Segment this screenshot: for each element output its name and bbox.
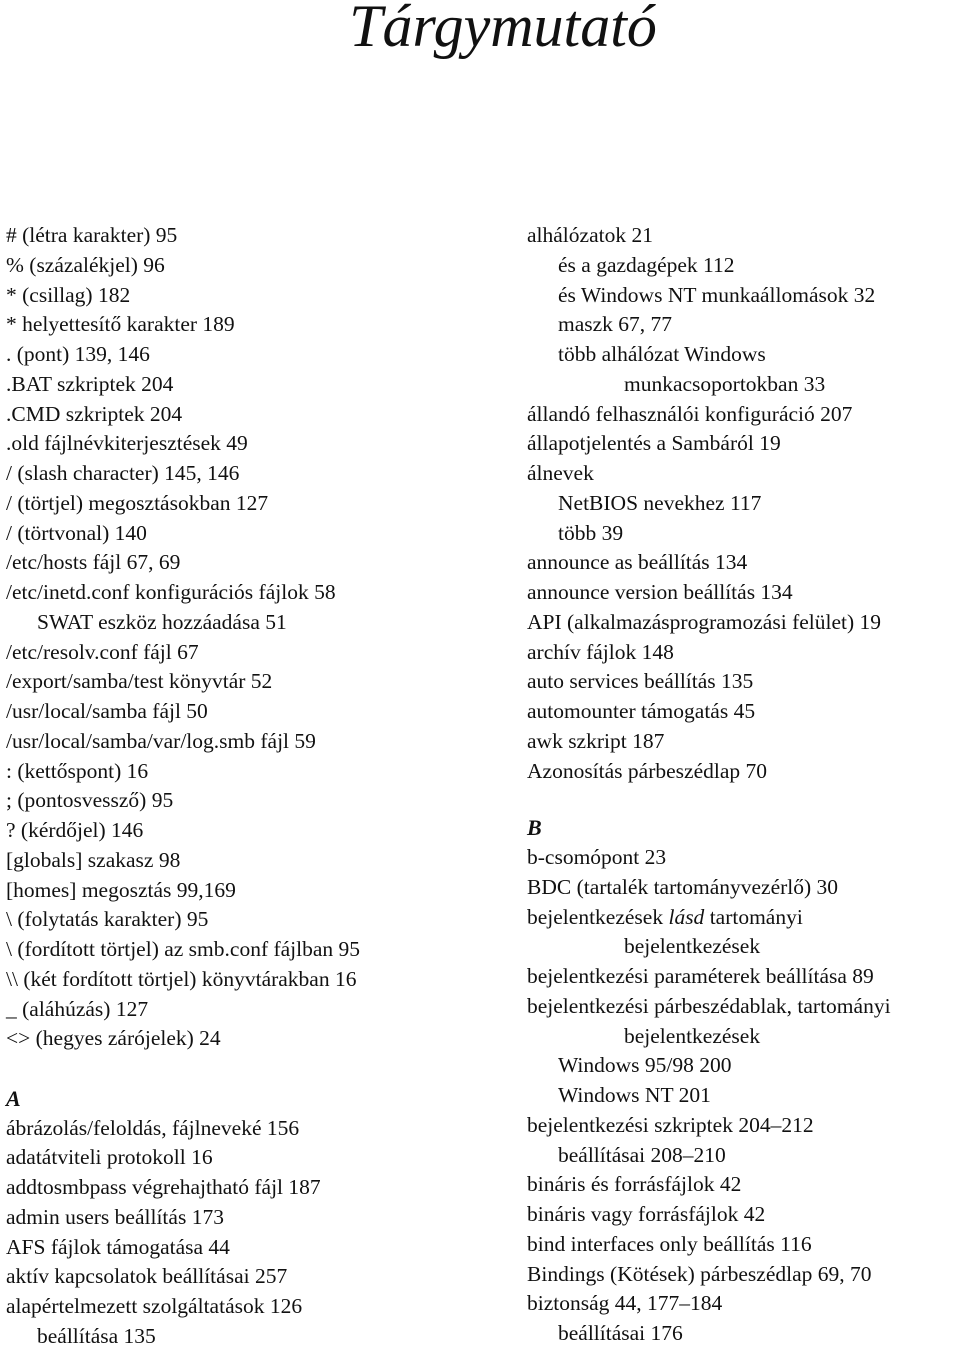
index-entry: admin users beállítás 173	[6, 1204, 224, 1229]
index-entry: ; (pontosvessző) 95	[6, 788, 174, 813]
index-entry: alhálózatok 21	[527, 223, 653, 247]
index-section-letter: B	[527, 815, 542, 841]
index-subentry: beállításai 208–210	[558, 1142, 726, 1167]
index-entry: archív fájlok 148	[527, 639, 674, 664]
index-entry: . (pont) 139, 146	[6, 342, 150, 366]
index-entry: announce version beállítás 134	[527, 580, 793, 604]
index-entry	[527, 903, 960, 933]
index-entry: /export/samba/test könyvtár 52	[6, 669, 273, 694]
index-entry: / (törtvonal) 140	[6, 520, 147, 545]
index-entry: biztonság 44, 177–184	[527, 1291, 723, 1316]
index-entry: .BAT szkriptek 204	[6, 371, 174, 396]
index-entry: .CMD szkriptek 204	[6, 401, 183, 426]
index-entry: /etc/hosts fájl 67, 69	[6, 550, 181, 575]
index-entry: /etc/inetd.conf konfigurációs fájlok 58	[6, 580, 336, 604]
index-entry: [homes] megosztás 99,169	[6, 877, 236, 902]
index-entry: /usr/local/samba/var/log.smb fájl 59	[6, 728, 316, 753]
index-subentry: munkacsoportokban 33	[624, 371, 826, 396]
index-entry: Bindings (Kötések) párbeszédlap 69, 70	[527, 1261, 872, 1286]
index-entry: % (százalékjel) 96	[6, 252, 165, 277]
index-entry-text: tartományi	[704, 904, 803, 929]
index-subentry: beállításai 176	[558, 1321, 683, 1345]
index-subentry: SWAT eszköz hozzáadása 51	[37, 609, 287, 634]
index-entry: announce as beállítás 134	[527, 550, 748, 575]
index-subentry: több alhálózat Windows	[558, 342, 766, 366]
index-entry: addtosmbpass végrehajtható fájl 187	[6, 1175, 321, 1199]
index-subentry: Windows 95/98 200	[558, 1053, 732, 1078]
index-entry: / (slash character) 145, 146	[6, 461, 240, 485]
index-section-letter: A	[6, 1085, 21, 1111]
index-entry: \ (fordított törtjel) az smb.conf fájlban 95	[6, 937, 361, 961]
index-entry: bejelentkezési szkriptek 204–212	[527, 1112, 814, 1137]
index-entry: bejelentkezési párbeszédablak, tartományi	[527, 993, 891, 1018]
index-subentry: NetBIOS nevekhez 117	[558, 490, 762, 515]
index-entry: _ (aláhúzás) 127	[6, 996, 149, 1021]
index-subentry: bejelentkezések	[624, 1023, 761, 1048]
index-entry: bind interfaces only beállítás 116	[527, 1231, 812, 1256]
index-entry: bináris vagy forrásfájlok 42	[527, 1202, 766, 1226]
index-subentry: több 39	[558, 520, 624, 545]
index-subentry: beállítása 135	[37, 1323, 156, 1348]
index-entry: .old fájlnévkiterjesztések 49	[6, 431, 248, 456]
index-entry: b-csomópont 23	[527, 845, 667, 869]
index-entry: [globals] szakasz 98	[6, 847, 181, 872]
index-entry: ábrázolás/feloldás, fájlneveké 156	[6, 1115, 300, 1140]
index-subentry: és Windows NT munkaállomások 32	[558, 282, 876, 307]
index-entry: <> (hegyes zárójelek) 24	[6, 1026, 221, 1051]
index-entry: ? (kérdőjel) 146	[6, 818, 144, 842]
index-entry: API (alkalmazásprogramozási felület) 19	[527, 609, 882, 634]
index-column-left	[6, 221, 486, 1352]
index-entry: bináris és forrásfájlok 42	[527, 1172, 742, 1197]
index-subentry: bejelentkezések	[624, 934, 761, 959]
index-entry: AFS fájlok támogatása 44	[6, 1234, 230, 1259]
index-entry: auto services beállítás 135	[527, 669, 754, 694]
index-entry: : (kettőspont) 16	[6, 758, 149, 783]
index-entry: / (törtjel) megosztásokban 127	[6, 490, 269, 515]
index-entry: \ (folytatás karakter) 95	[6, 907, 209, 932]
index-subentry: maszk 67, 77	[558, 312, 673, 337]
index-entry: \\ (két fordított törtjel) könyvtárakban 16	[6, 966, 357, 991]
index-entry: awk szkript 187	[527, 728, 665, 753]
index-entry: bejelentkezési paraméterek beállítása 89	[527, 964, 874, 988]
index-entry: automounter támogatás 45	[527, 699, 756, 723]
see-reference: lásd	[668, 904, 705, 929]
index-entry: BDC (tartalék tartományvezérlő) 30	[527, 874, 839, 899]
index-subentry: Windows NT 201	[558, 1083, 711, 1107]
index-entry: álnevek	[527, 461, 594, 485]
index-entry: Azonosítás párbeszédlap 70	[527, 758, 768, 783]
index-entry: * helyettesítő karakter 189	[6, 312, 235, 337]
index-entry: /usr/local/samba fájl 50	[6, 699, 208, 723]
index-entry: * (csillag) 182	[6, 282, 131, 307]
index-entry-text: bejelentkezések	[527, 904, 669, 929]
page-title: Tárgymutató	[349, 0, 657, 59]
index-column-right	[527, 221, 960, 1349]
index-entry: alapértelmezett szolgáltatások 126	[6, 1294, 303, 1318]
index-entry: állandó felhasználói konfiguráció 207	[527, 401, 853, 426]
index-entry: aktív kapcsolatok beállításai 257	[6, 1264, 288, 1289]
index-entry: állapotjelentés a Sambáról 19	[527, 431, 781, 456]
index-entry: adatátviteli protokoll 16	[6, 1145, 213, 1170]
index-entry: /etc/resolv.conf fájl 67	[6, 639, 199, 664]
index-entry: # (létra karakter) 95	[6, 223, 178, 247]
index-subentry: és a gazdagépek 112	[558, 252, 735, 277]
